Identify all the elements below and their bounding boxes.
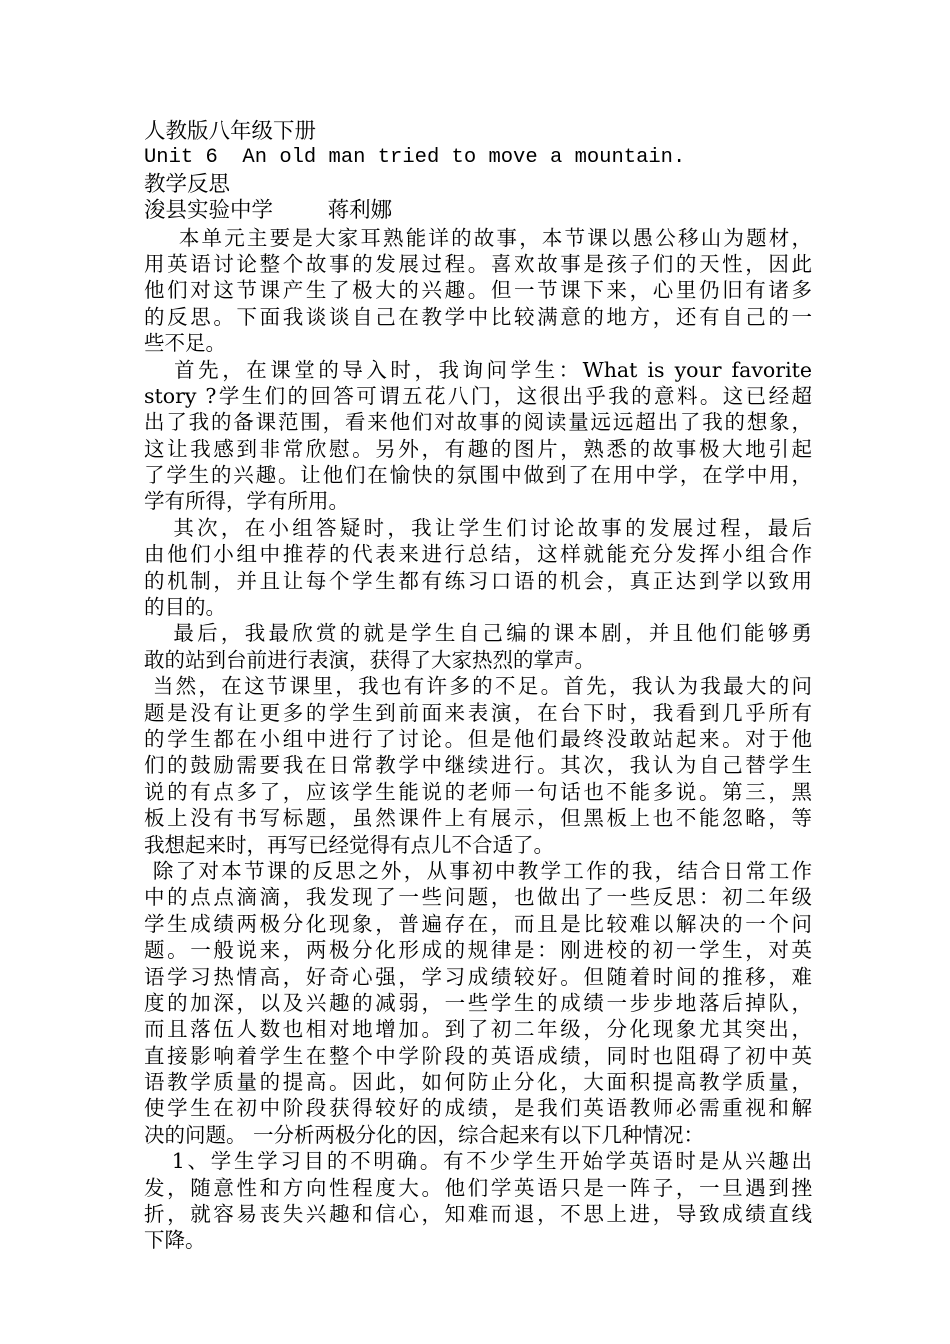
paragraph — [144, 357, 812, 515]
paragraph-line: 的机制，并且让每个学生都有练习口语的机会，真正达到学以致用 — [144, 568, 812, 593]
paragraph-line: 除了对本节课的反思之外，从事初中教学工作的我，结合日常工作 — [144, 858, 812, 883]
paragraph-line: 这让我感到非常欣慰。另外，有趣的图片，熟悉的故事极大地引起 — [144, 436, 812, 461]
paragraph — [144, 858, 812, 1148]
paragraph-line: 们的鼓励需要我在日常教学中继续进行。其次，我认为自己替学生 — [144, 753, 812, 778]
unit-title: Unit 6 An old man tried to move a mountain. — [144, 146, 686, 170]
paragraph-line: 他们对这节课产生了极大的兴趣。但一节课下来，心里仍旧有诸多 — [144, 278, 812, 303]
paragraph-line: 题。一般说来，两极分化形成的规律是：刚进校的初一学生，对英 — [144, 938, 812, 963]
paragraph-line: 我想起来时，再写已经觉得有点儿不合适了。 — [144, 832, 554, 857]
paragraph-line: 而且落伍人数也相对地增加。到了初二年级，分化现象尤其突出， — [144, 1017, 812, 1042]
paragraph-line: 用英语讨论整个故事的发展过程。喜欢故事是孩子们的天性，因此 — [144, 251, 812, 276]
paragraph — [144, 515, 812, 621]
paragraph-line: 的目的。 — [144, 595, 226, 620]
paragraph-line: 由他们小组中推荐的代表来进行总结，这样就能充分发挥小组合作 — [144, 542, 812, 567]
paragraph — [144, 673, 812, 858]
paragraph-line: 些不足。 — [144, 331, 226, 356]
paragraph-line: 的学生都在小组中进行了讨论。但是他们最终没敢站起来。对于他 — [144, 726, 812, 751]
paragraph — [144, 225, 812, 357]
paragraph-line: 其次，在小组答疑时，我让学生们讨论故事的发展过程，最后 — [144, 515, 812, 540]
paragraph — [144, 1148, 812, 1254]
paragraph-line: 首先，在课堂的导入时，我询问学生：What is your favorite — [144, 357, 812, 382]
school-and-author: 浚县实验中学 蒋利娜 — [144, 198, 393, 224]
paragraph-line: 本单元主要是大家耳熟能详的故事，本节课以愚公移山为题材， — [144, 225, 812, 250]
paragraph-line: 折，就容易丧失兴趣和信心，知难而退，不思上进，导致成绩直线 — [144, 1202, 812, 1227]
paragraph-line: 直接影响着学生在整个中学阶段的英语成绩，同时也阻碍了初中英 — [144, 1043, 812, 1068]
section-title: 教学反思 — [144, 171, 231, 197]
body-paragraphs — [144, 225, 812, 1254]
paragraph-line: 决的问题。 一分析两极分化的因，综合起来有以下几种情况： — [144, 1122, 705, 1147]
paragraph-line: 语教学质量的提高。因此，如何防止分化，大面积提高教学质量， — [144, 1070, 812, 1095]
edition-heading: 人教版八年级下册 — [144, 119, 317, 144]
paragraph-line: 说的有点多了，应该学生能说的老师一句话也不能多说。第三，黑 — [144, 779, 812, 804]
paragraph-line: 使学生在初中阶段获得较好的成绩，是我们英语教师必需重视和解 — [144, 1096, 812, 1121]
paragraph-line: 1、学生学习目的不明确。有不少学生开始学英语时是从兴趣出 — [144, 1149, 812, 1174]
paragraph-line: 的反思。下面我谈谈自己在教学中比较满意的地方，还有自己的一 — [144, 304, 812, 329]
paragraph-line: 中的点点滴滴，我发现了一些问题，也做出了一些反思：初二年级 — [144, 885, 812, 910]
paragraph-line: 板上没有书写标题，虽然课件上有展示，但黑板上也不能忽略，等 — [144, 806, 812, 831]
paragraph — [144, 620, 812, 673]
paragraph-line: 度的加深，以及兴趣的减弱，一些学生的成绩一步步地落后掉队， — [144, 990, 812, 1015]
paragraph-line: 最后，我最欣赏的就是学生自己编的课本剧，并且他们能够勇 — [144, 621, 812, 646]
paragraph-line: 题是没有让更多的学生到前面来表演，在台下时，我看到几乎所有 — [144, 700, 812, 725]
paragraph-line: 当然，在这节课里，我也有许多的不足。首先，我认为我最大的问 — [144, 674, 812, 699]
document-body — [144, 119, 812, 1254]
paragraph-line: 学有所得，学有所用。 — [144, 489, 349, 514]
paragraph-line: 学生成绩两极分化现象，普遍存在，而且是比较难以解决的一个问 — [144, 911, 812, 936]
paragraph-line: 了学生的兴趣。让他们在愉快的氛围中做到了在用中学，在学中用， — [144, 463, 812, 488]
paragraph-line: story ?学生们的回答可谓五花八门，这很出乎我的意料。这已经超 — [144, 383, 812, 408]
paragraph-line: 出了我的备课范围，看来他们对故事的阅读量远远超出了我的想象， — [144, 410, 812, 435]
paragraph-line: 下降。 — [144, 1228, 206, 1253]
paragraph-line: 敢的站到台前进行表演，获得了大家热烈的掌声。 — [144, 647, 595, 672]
paragraph-line: 语学习热情高，好奇心强，学习成绩较好。但随着时间的推移，难 — [144, 964, 812, 989]
paragraph-line: 发，随意性和方向性程度大。他们学英语只是一阵子，一旦遇到挫 — [144, 1175, 812, 1200]
